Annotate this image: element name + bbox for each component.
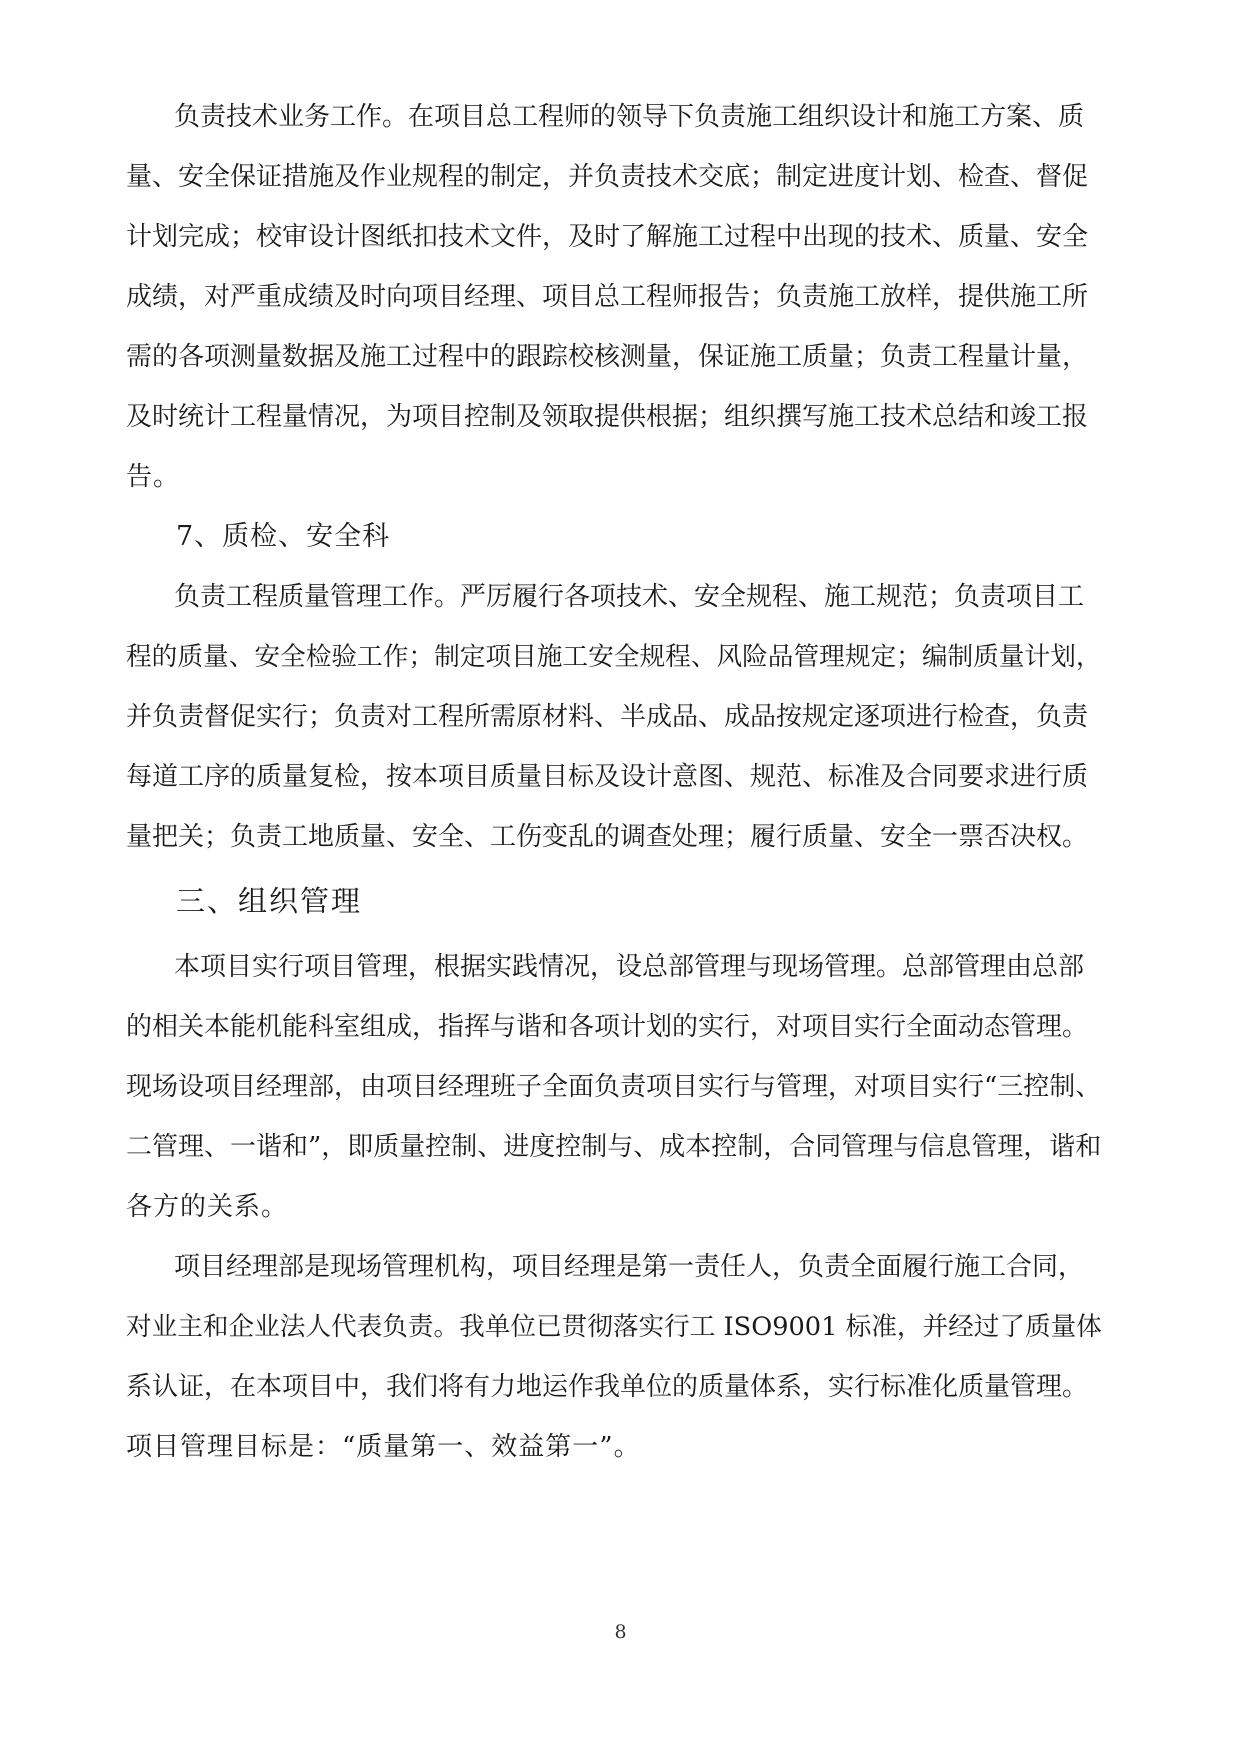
text-line: 及时统计工程量情况，为项目控制及领取提供根据；组织撰写施工技术总结和竣工报 — [126, 402, 1089, 432]
text-line: 负责工程质量管理工作。严厉履行各项技术、安全规程、施工规范；负责项目工 — [174, 582, 1085, 612]
text-line: 需的各项测量数据及施工过程中的跟踪校核测量，保证施工质量；负责工程量计量， — [126, 342, 1089, 372]
text-line: 并负责督促实行；负责对工程所需原材料、半成品、成品按规定逐项进行检查，负责 — [126, 702, 1089, 732]
text-line: 项目经理部是现场管理机构，项目经理是第一责任人，负责全面履行施工合同， — [174, 1252, 1085, 1282]
text-line: 负责技术业务工作。在项目总工程师的领导下负责施工组织设计和施工方案、质 — [174, 102, 1085, 132]
text-line: 告。 — [126, 462, 181, 492]
text-line: 量、安全保证措施及作业规程的制定，并负责技术交底；制定进度计划、检查、督促 — [126, 162, 1089, 192]
section-heading-quality: 7、质检、安全科 — [176, 521, 391, 552]
text-line: 成绩，对严重成绩及时向项目经理、项目总工程师报告；负责施工放样，提供施工所 — [126, 282, 1089, 312]
text-line: 本项目实行项目管理，根据实践情况，设总部管理与现场管理。总部管理由总部 — [174, 952, 1085, 982]
section-heading-org: 三、组织管理 — [176, 884, 363, 918]
text-line: 程的质量、安全检验工作；制定项目施工安全规程、风险品管理规定；编制质量计划， — [126, 642, 1102, 672]
text-line: 的相关本能机能科室组成，指挥与谐和各项计划的实行，对项目实行全面动态管理。 — [126, 1012, 1089, 1042]
text-line: 二管理、一谐和”，即质量控制、进度控制与、成本控制，合同管理与信息管理，谐和 — [126, 1132, 1102, 1162]
text-line: 量把关；负责工地质量、安全、工伤变乱的调查处理；履行质量、安全一票否决权。 — [126, 822, 1089, 852]
text-line: 每道工序的质量复检，按本项目质量目标及设计意图、规范、标准及合同要求进行质 — [126, 762, 1089, 792]
page-number: 8 — [614, 1621, 627, 1643]
text-line: 对业主和企业法人代表负责。我单位已贯彻落实行工 ISO9001 标准，并经过了质量体 — [126, 1312, 1102, 1342]
text-line: 项目管理目标是：“质量第一、效益第一”。 — [126, 1432, 641, 1462]
text-line: 系认证，在本项目中，我们将有力地运作我单位的质量体系，实行标准化质量管理。 — [126, 1372, 1089, 1402]
text-line: 各方的关系。 — [126, 1192, 289, 1222]
text-line: 计划完成；校审设计图纸扣技术文件，及时了解施工过程中出现的技术、质量、安全 — [126, 222, 1089, 252]
text-line: 现场设项目经理部，由项目经理班子全面负责项目实行与管理，对项目实行“三控制、 — [126, 1072, 1102, 1102]
